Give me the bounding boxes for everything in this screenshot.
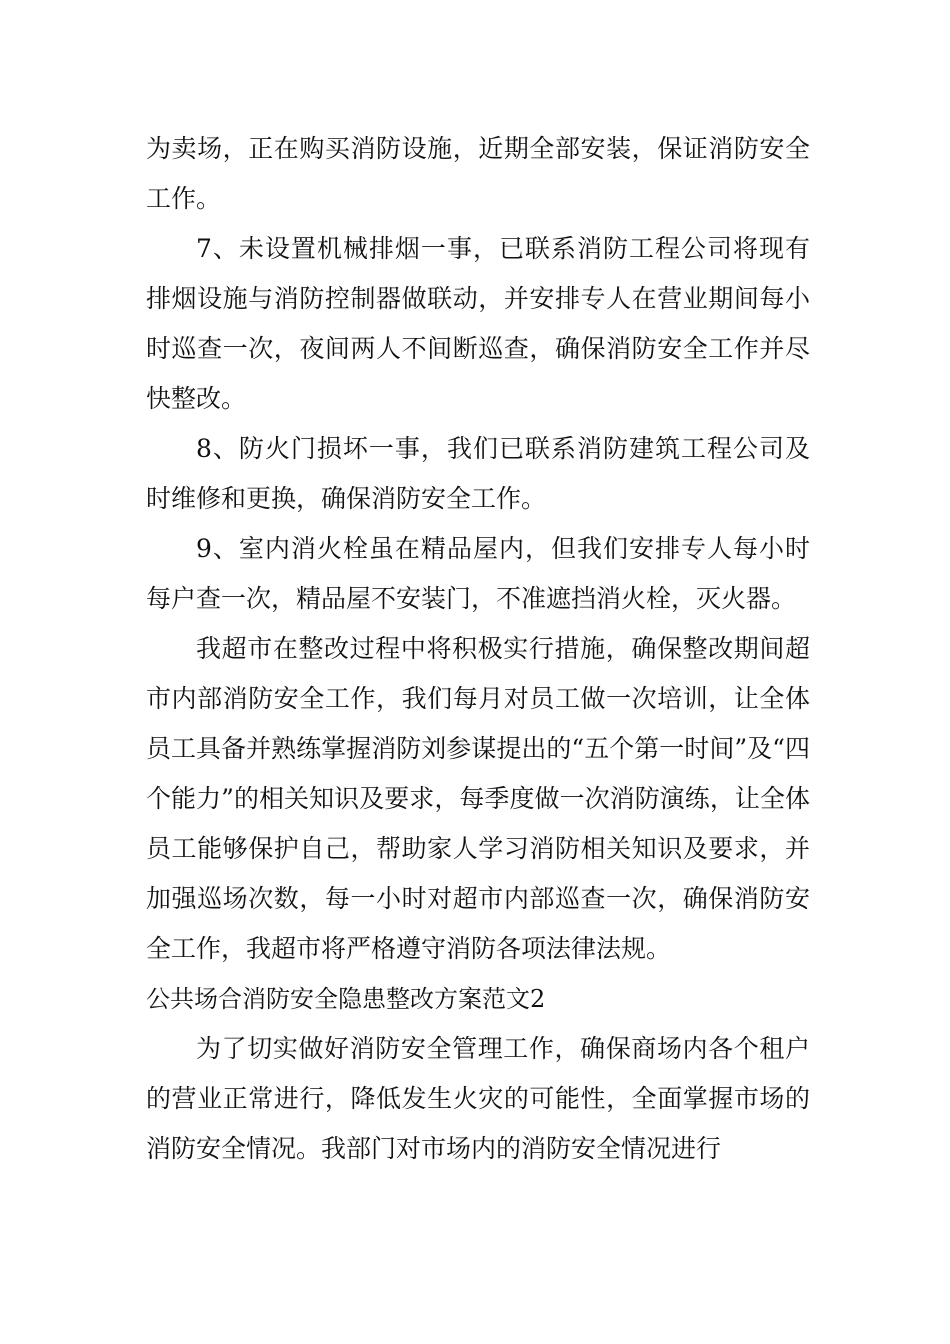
section-heading: 公共场合消防安全隐患整改方案范文2 [146,985,546,1013]
paragraph-item-8: 8、防火门损坏一事，我们已联系消防建筑工程公司及时维修和更换，确保消防安全工作。 [146,434,810,513]
paragraph-continuation: 为卖场，正在购买消防设施，近期全部安装，保证消防安全工作。 [146,134,810,213]
paragraph-summary: 我超市在整改过程中将积极实行措施，确保整改期间超市内部消防安全工作，我们每月对员工做一次培训，让全体员工具备并熟练掌握消防刘参谋提出的“五个第一时间”及“四个能力”的相关知识及要求，每季度做一次消防演练，让全体员工能够保护自己，帮助家人学习消防相关知识及要求，并加强巡场次数，每一小时对超市内部巡查一次，确保消防安全工作，我超市将严格遵守消防各项法律法规。 [146,634,810,963]
paragraph-item-7: 7、未设置机械排烟一事，已联系消防工程公司将现有排烟设施与消防控制器做联动，并安排专人在营业期间每小时巡查一次，夜间两人不间断巡查，确保消防安全工作并尽快整改。 [146,234,810,413]
document-body [146,124,810,1174]
paragraph-intro: 为了切实做好消防安全管理工作，确保商场内各个租户的营业正常进行，降低发生火灾的可能性，全面掌握市场的消防安全情况。我部门对市场内的消防安全情况进行 [146,1034,810,1163]
paragraph-item-9: 9、室内消火栓虽在精品屋内，但我们安排专人每小时每户查一次，精品屋不安装门，不准遮挡消火栓，灭火器。 [146,534,810,613]
